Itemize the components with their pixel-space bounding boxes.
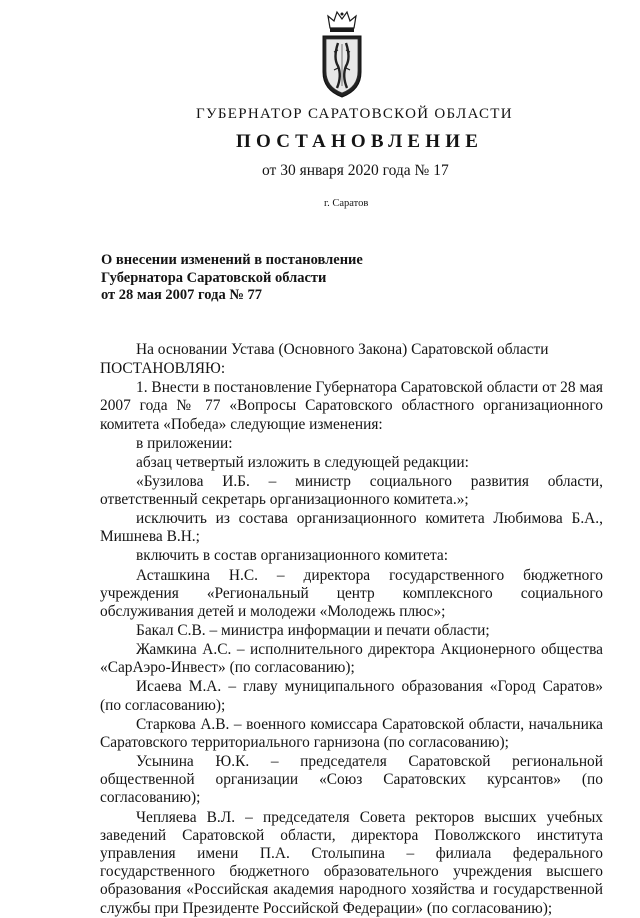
body-paragraph: «Бузилова И.Б. – министр социального развития области, ответственный секретарь организационного комитета.»; <box>100 472 603 509</box>
document-body <box>100 341 603 918</box>
body-paragraph: Усынина Ю.К. – председателя Саратовской региональной общественной организации «Союз Саратовских курсантов» (по согласованию); <box>100 753 603 807</box>
subject-line: Губернатора Саратовской области <box>101 269 327 286</box>
document-subject <box>101 252 363 305</box>
body-paragraph: в приложении: <box>136 434 233 452</box>
body-paragraph: ПОСТАНОВЛЯЮ: <box>100 360 226 378</box>
document-date-number: от 30 января 2020 года № 17 <box>262 162 449 179</box>
body-paragraph: абзац четвертый изложить в следующей редакции: <box>136 453 469 471</box>
body-paragraph: включить в состав организационного комитета: <box>136 547 448 565</box>
body-paragraph: На основании Устава (Основного Закона) Саратовской области <box>136 341 549 358</box>
body-paragraph: Чепляева В.Л. – председателя Совета ректоров высших учебных заведений Саратовской области, директора Поволжского института управления имени П.А. Столыпина – филиала федерального государственного бюджетного образовательного учреждения высшего образования «Российская академия народного хозяйства и государственной службы при Президенте Российской Федерации» (по согласованию); <box>100 808 603 917</box>
document-city: г. Саратов <box>324 198 369 209</box>
body-paragraph: Бакал С.В. – министра информации и печати области; <box>136 622 490 640</box>
subject-line: от 28 мая 2007 года № 77 <box>101 287 263 303</box>
subject-line: О внесении изменений в постановление <box>101 252 363 268</box>
body-paragraph: Асташкина Н.С. – директора государственного бюджетного учреждения «Региональный центр комплексного социального обслуживания детей и молодежи «Молодежь плюс»; <box>100 566 603 620</box>
document-type: ПОСТАНОВЛЕНИЕ <box>236 131 484 152</box>
coat-of-arms-icon <box>320 10 364 100</box>
body-paragraph: Исаева М.А. – главу муниципального образования «Город Саратов» (по согласованию); <box>100 678 603 714</box>
authority-title: ГУБЕРНАТОР САРАТОВСКОЙ ОБЛАСТИ <box>196 106 513 122</box>
body-paragraph: исключить из состава организационного комитета Любимова Б.А., Мишнева В.Н.; <box>100 510 603 546</box>
body-paragraph: Жамкина А.С. – исполнительного директора Акционерного общества «СарАэро-Инвест» (по согласованию); <box>100 641 603 677</box>
body-paragraph: Старкова А.В. – военного комиссара Саратовской области, начальника Саратовского территориального гарнизона (по согласованию); <box>100 715 603 751</box>
body-paragraph: 1. Внести в постановление Губернатора Саратовской области от 28 мая 2007 года № 77 «Вопросы Саратовского областного организационного комитета «Победа» следующие изменения: <box>100 379 603 433</box>
